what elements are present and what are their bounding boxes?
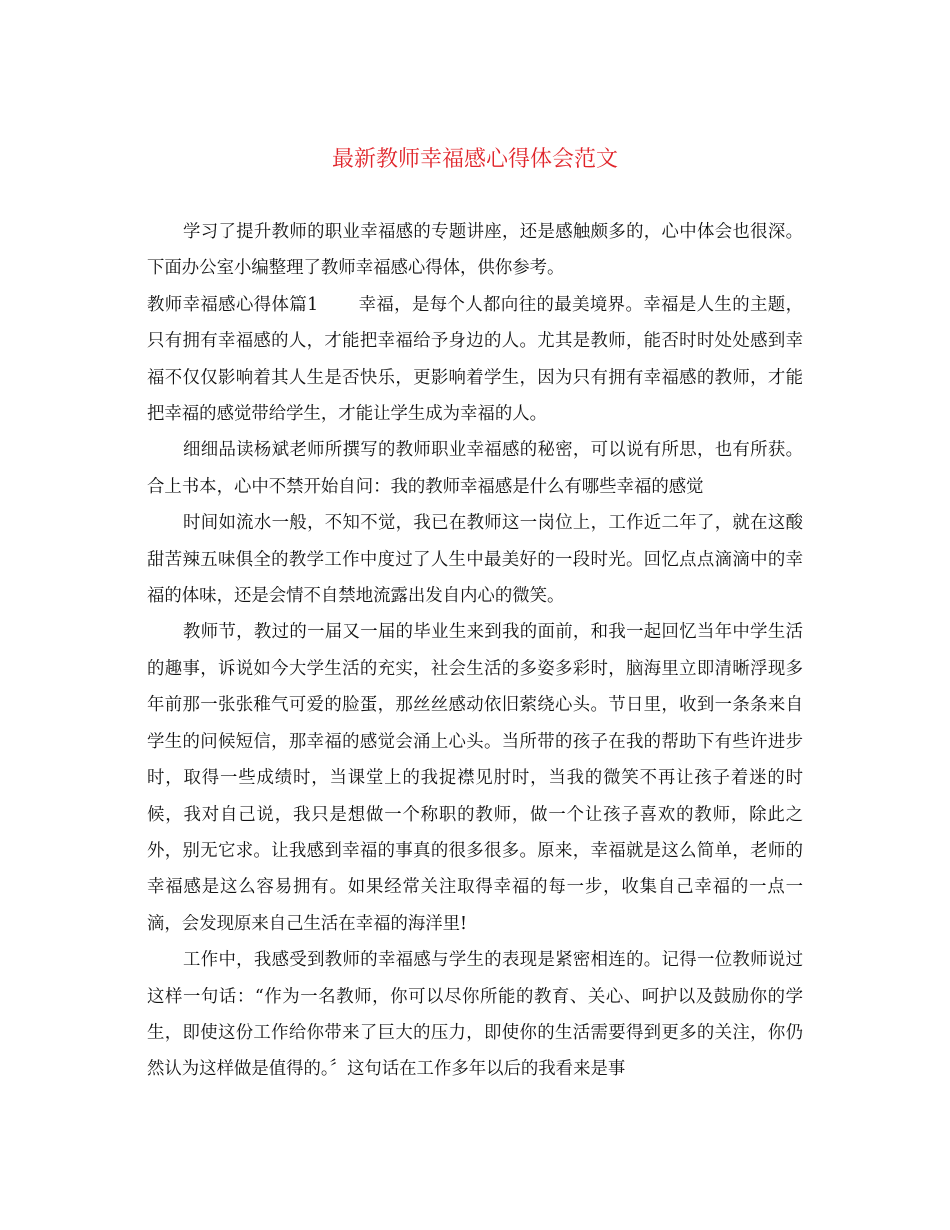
paragraph-3: 细细品读杨斌老师所撰写的教师职业幸福感的秘密，可以说有所思，也有所获。合上书本，心中不禁开始自问：我的教师幸福感是什么有哪些幸福的感觉 [147,440,803,497]
section-1-text: 幸福，是每个人都向往的最美境界。幸福是人生的主题，只有拥有幸福感的人，才能把幸福给予身边的人。尤其是教师，能否时时处处感到幸福不仅仅影响着其人生是否快乐，更影响着学生，因为只有拥有幸福感的教师，才能把幸福的感觉带给学生，才能让学生成为幸福的人。 [147,294,803,425]
paragraph-4: 时间如流水一般，不知不觉，我已在教师这一岗位上，工作近二年了，就在这酸甜苦辣五味俱全的教学工作中度过了人生中最美好的一段时光。回忆点点滴滴中的幸福的体味，还是会情不自禁地流露出发自内心的微笑。 [147,513,803,607]
paragraph-5: 教师节，教过的一届又一届的毕业生来到我的面前，和我一起回忆当年中学生活的趣事，诉说如今大学生活的充实，社会生活的多姿多彩时，脑海里立即清晰浮现多年前那一张张稚气可爱的脸蛋，那丝丝感动依旧萦绕心头。节日里，收到一条条来自学生的问候短信，那幸福的感觉会涌上心头。当所带的孩子在我的帮助下有些许进步时，取得一些成绩时，当课堂上的我捉襟见肘时，当我的微笑不再让孩子着迷的时候，我对自己说，我只是想做一个称职的教师，做一个让孩子喜欢的教师，除此之外，别无它求。让我感到幸福的事真的很多很多。原来，幸福就是这么简单，老师的幸福感是这么容易拥有。如果经常关注取得幸福的每一步，收集自己幸福的一点一滴，会发现原来自己生活在幸福的海洋里! [147,622,803,934]
section-heading: 教师幸福感心得体篇1 [147,294,319,315]
document-body [147,214,803,1088]
paragraph-section-1 [147,287,803,433]
paragraph-intro: 学习了提升教师的职业幸福感的专题讲座，还是感触颇多的，心中体会也很深。下面办公室小编整理了教师幸福感心得体，供你参考。 [147,222,803,279]
document-title: 最新教师幸福感心得体会范文 [331,147,618,172]
paragraph-6: 工作中，我感受到教师的幸福感与学生的表现是紧密相连的。记得一位教师说过这样一句话：“作为一名教师，你可以尽你所能的教育、关心、呵护以及鼓励你的学生，即使这份工作给你带来了巨大的压力，即使你的生活需要得到更多的关注，你仍然认为这样做是值得的。〞这句话在工作多年以后的我看来是事 [147,950,803,1080]
